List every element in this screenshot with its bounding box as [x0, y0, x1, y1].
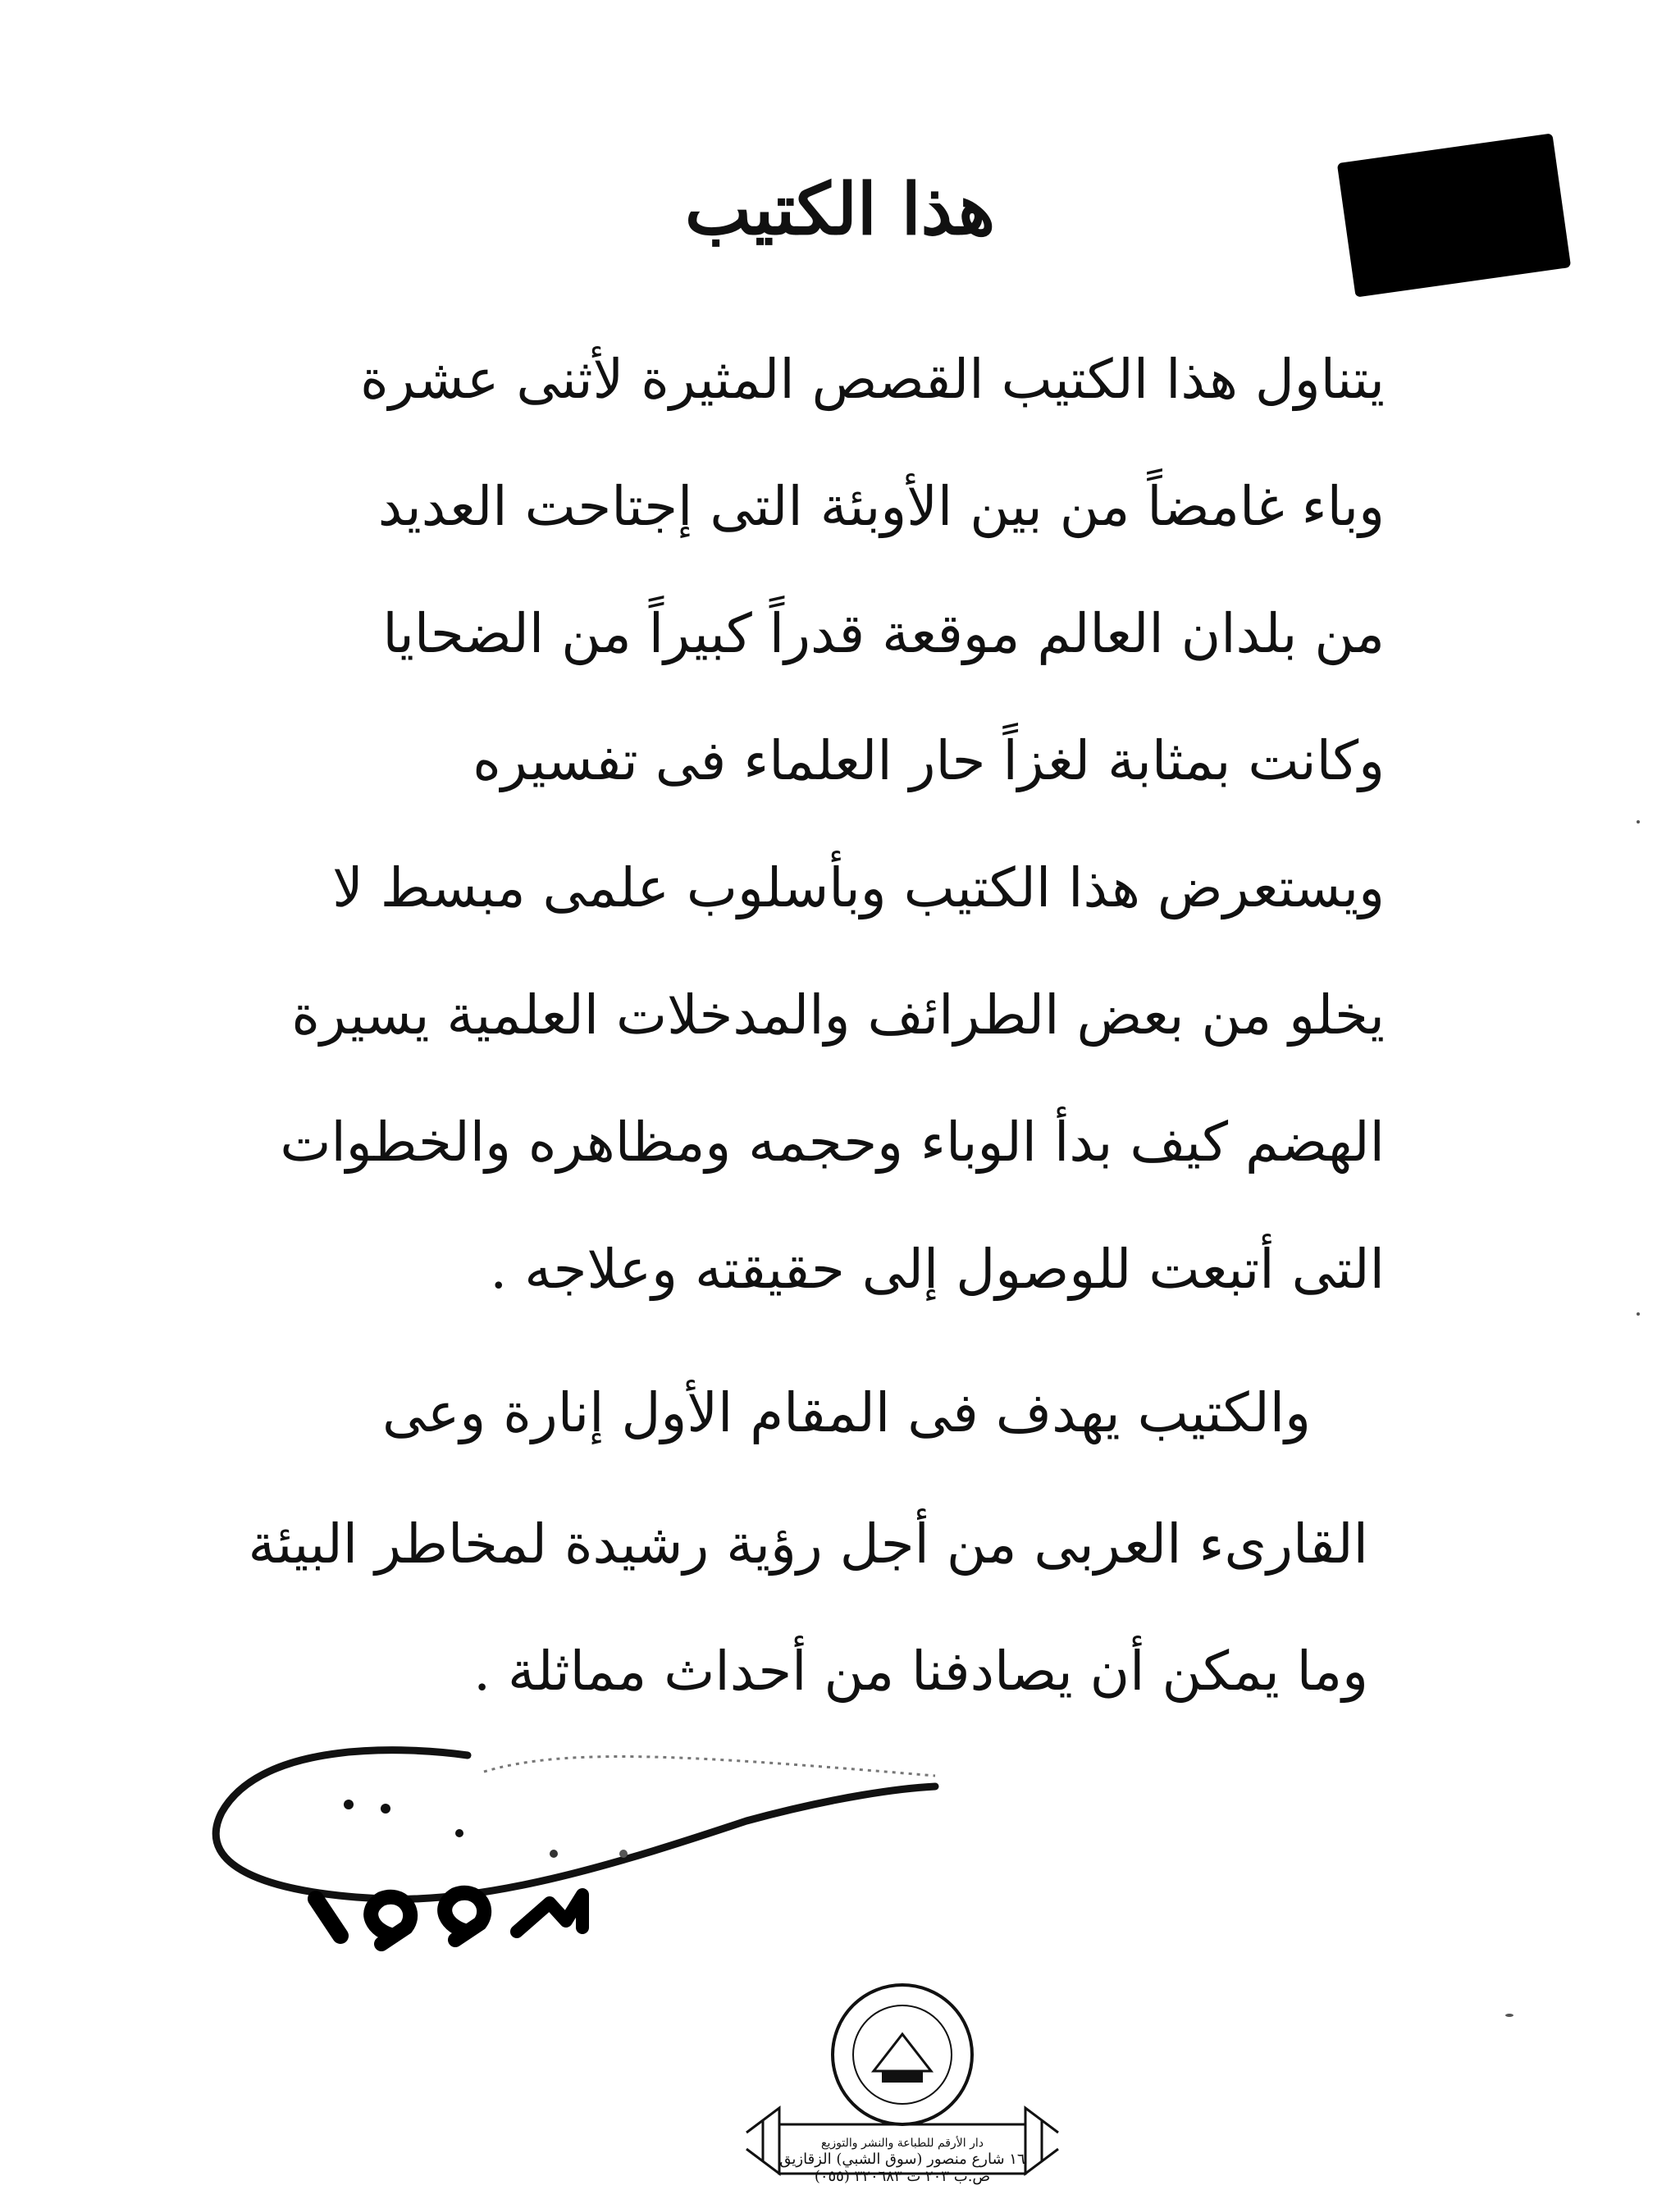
text-line: يخلو من بعض الطرائف والمدخلات العلمية يسيرة [291, 983, 1385, 1047]
page-title: هذا الكتيب [684, 168, 996, 251]
scan-speck [1505, 2014, 1513, 2017]
handwritten-signature [197, 1690, 984, 1969]
publisher-name: دار الأرقم للطباعة والنشر والتوزيع [821, 2137, 984, 2150]
publisher-logo [714, 1977, 1091, 2187]
publisher-address [714, 2137, 1091, 2186]
text-line: التى أتبعت للوصول إلى حقيقته وعلاجه . [490, 1238, 1385, 1301]
publisher-street: ١٦ شارع منصور (سوق الشبي) الزقازيق [779, 2150, 1025, 2168]
text-line: والكتيب يهدف فى المقام الأول إنارة وعى [382, 1381, 1311, 1444]
text-line: القارىء العربى من أجل رؤية رشيدة لمخاطر البيئة [248, 1512, 1368, 1576]
scan-speck [1637, 820, 1640, 824]
text-line: وما يمكن أن يصادفنا من أحداث مماثلة . [473, 1640, 1368, 1703]
text-line: من بلدان العالم موقعة قدراً كبيراً من الضحايا [382, 602, 1385, 665]
scan-speck [1637, 1312, 1640, 1316]
text-line: وكانت بمثابة لغزاً حار العلماء فى تفسيره [472, 729, 1385, 792]
text-line: الهضم كيف بدأ الوباء وحجمه ومظاهره والخطوات [280, 1111, 1385, 1174]
text-line: ويستعرض هذا الكتيب وبأسلوب علمى مبسط لا [332, 856, 1385, 919]
text-line: وباء غامضاً من بين الأوبئة التى إجتاحت العديد [377, 475, 1385, 538]
publisher-phone: ص.ب ٢٠٣ ت ٣٢٠٦٨٣ (٠٥٥) [814, 2168, 991, 2186]
text-line: يتناول هذا الكتيب القصص المثيرة لأثنى عشرة [360, 348, 1385, 411]
